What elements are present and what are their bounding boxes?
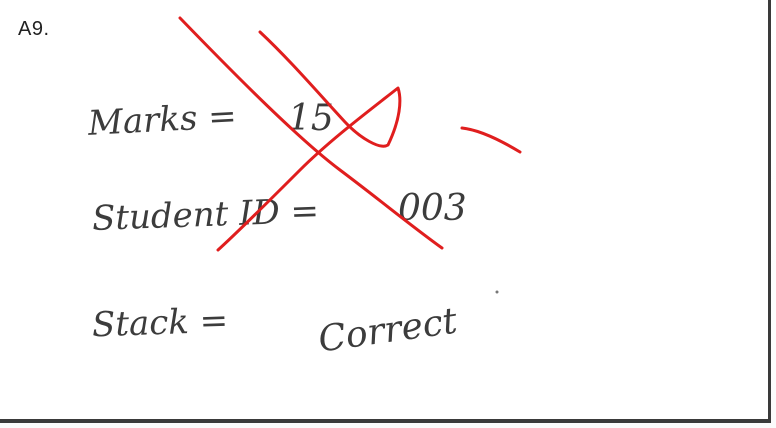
marks-label: Marks = [87, 96, 238, 144]
speck [496, 291, 499, 294]
cross-stroke-1 [180, 18, 442, 248]
student-id-label: Student ID = [91, 191, 320, 239]
dash-stroke [462, 128, 520, 152]
card-label: A9. [18, 18, 50, 40]
cross-stroke-2 [218, 32, 400, 250]
stack-value: Correct [315, 300, 460, 361]
marks-value: 15 [288, 98, 334, 139]
stack-label: Stack = [91, 300, 229, 346]
student-id-value: 003 [398, 188, 467, 229]
